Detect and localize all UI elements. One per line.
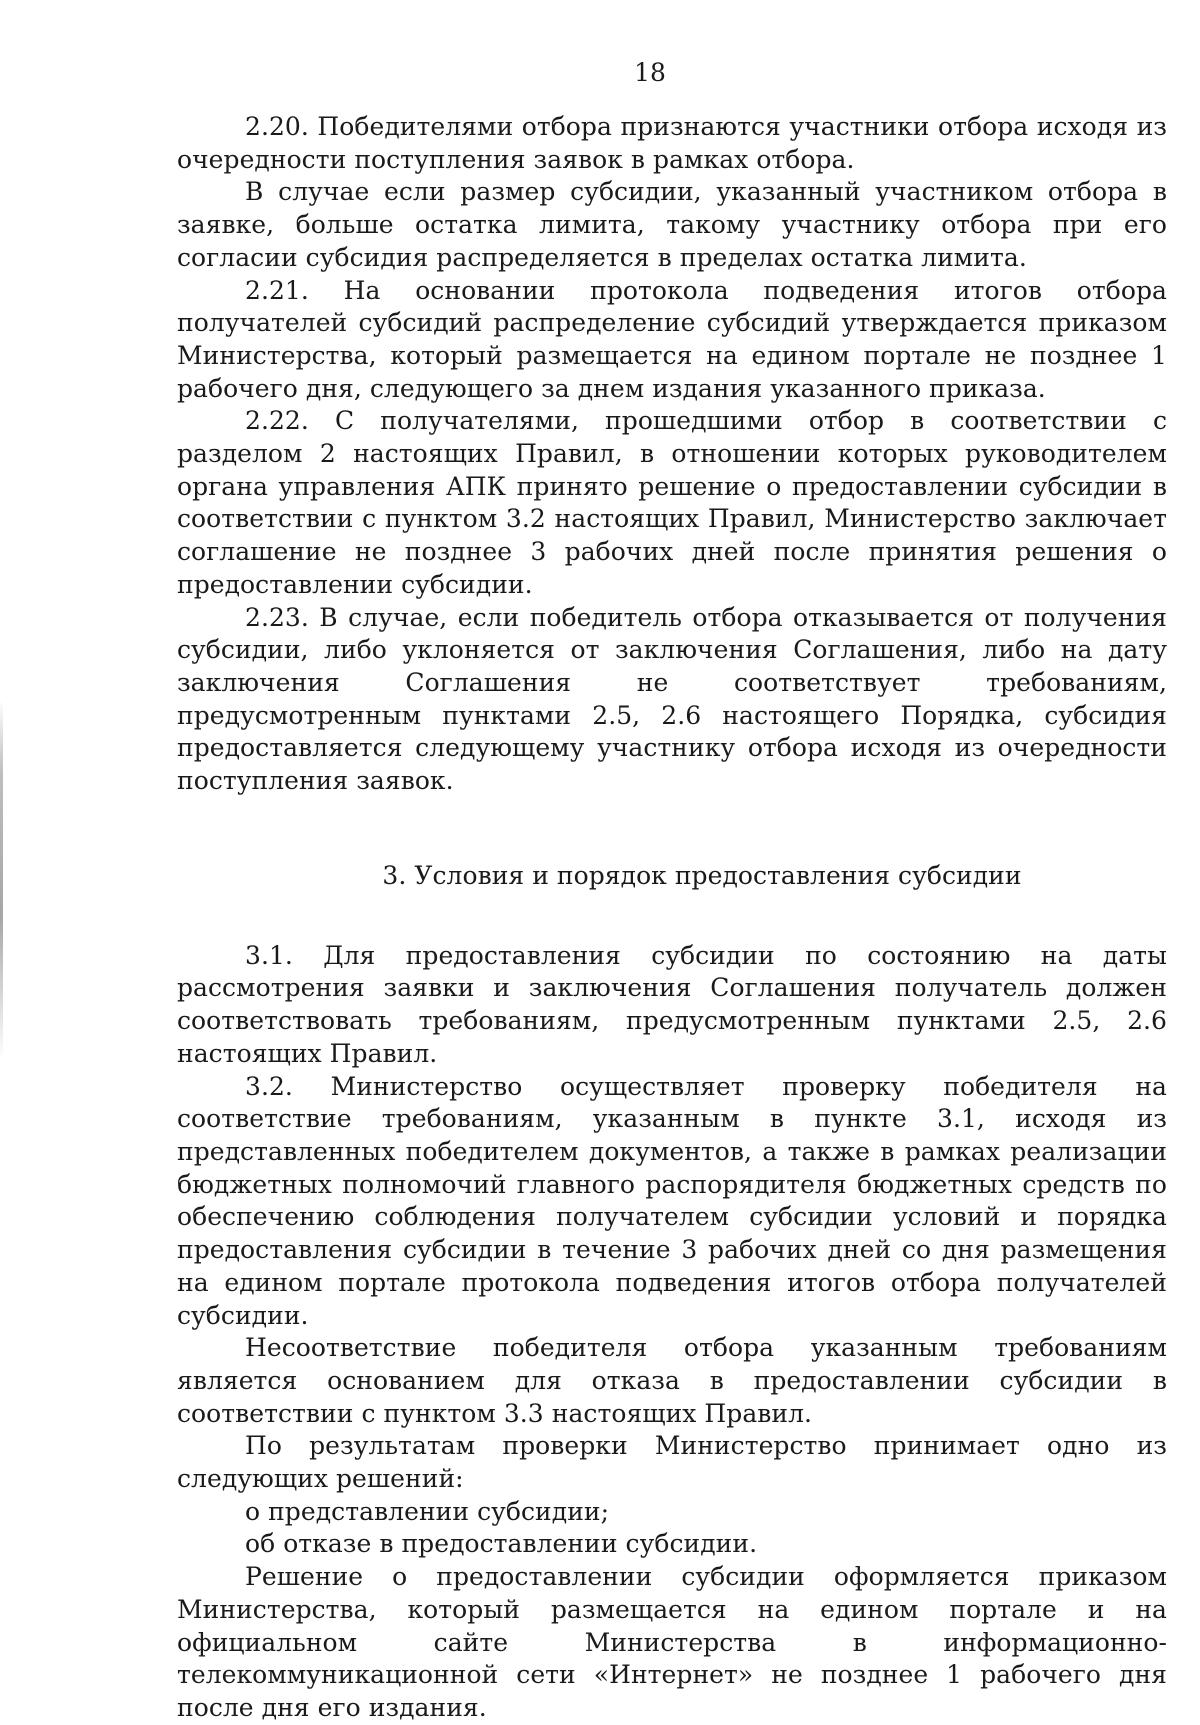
paragraph-3-1: 3.1. Для предоставления субсидии по состоянию на даты рассмотрения заявки и заключения Соглашения получатель должен соответствовать требованиям, предусмотренным пунктами 2.5, 2.6 настоящих Правил. bbox=[177, 940, 1167, 1068]
scan-edge-shadow bbox=[0, 700, 3, 1060]
section-heading: 3. Условия и порядок предоставления субсидии bbox=[382, 860, 1022, 890]
page-number: 18 bbox=[634, 58, 666, 87]
paragraph-2-21: 2.21. На основании протокола подведения итогов отбора получателей субсидий распределение субсидий утверждается приказом Министерства, который размещается на едином портале не позднее 1 рабочего дня, следующего за днем издания указанного приказа. bbox=[177, 275, 1167, 403]
paragraph-3-2: 3.2. Министерство осуществляет проверку победителя на соответствие требованиям, указанным в пункте 3.1, исходя из представленных победителем документов, а также в рамках реализации бюджетных полномочий главного распорядителя бюджетных средств по обеспечению соблюдения получателем субсидии условий и порядка предоставления субсидии в течение 3 рабочих дней со дня размещения на едином портале протокола подведения итогов отбора получателей субсидии. bbox=[177, 1071, 1167, 1330]
decision-option-refuse: об отказе в предоставлении субсидии. bbox=[245, 1529, 758, 1559]
document-body bbox=[177, 111, 1167, 1725]
paragraph-check-results: По результатам проверки Министерство принимает одно из следующих решений: bbox=[177, 1431, 1167, 1494]
paragraph-2-20: 2.20. Победителями отбора признаются участники отбора исходя из очередности поступления заявок в рамках отбора. bbox=[177, 112, 1167, 174]
paragraph-decision-order: Решение о предоставлении субсидии оформляется приказом Министерства, который размещается на едином портале и на официальном сайте Министерства в информационно-телекоммуникационной сети «Интернет» не позднее 1 рабочего дня после дня его издания. bbox=[177, 1562, 1167, 1722]
paragraph-nonconformity: Несоответствие победителя отбора указанным требованиям является основанием для отказа в предоставлении субсидии в соответствии с пунктом 3.3 настоящих Правил. bbox=[177, 1333, 1167, 1428]
paragraph-2-22: 2.22. С получателями, прошедшими отбор в соответствии с разделом 2 настоящих Правил, в отношении которых руководителем органа управления АПК принято решение о предоставлении субсидии в соответствии с пунктом 3.2 настоящих Правил, Министерство заключает соглашение не позднее 3 рабочих дней после принятия решения о предоставлении субсидии. bbox=[177, 406, 1167, 599]
paragraph-2-20-remainder: В случае если размер субсидии, указанный участником отбора в заявке, больше остатка лимита, такому участнику отбора при его согласии субсидия распределяется в пределах остатка лимита. bbox=[177, 177, 1167, 272]
decision-option-grant: о представлении субсидии; bbox=[245, 1496, 610, 1526]
paragraph-2-23: 2.23. В случае, если победитель отбора отказывается от получения субсидии, либо уклоняется от заключения Соглашения, либо на дату заключения Соглашения не соответствует требованиям, предусмотренным пунктами 2.5, 2.6 настоящего Порядка, субсидия предоставляется следующему участнику отбора исходя из очередности поступления заявок. bbox=[177, 602, 1167, 796]
